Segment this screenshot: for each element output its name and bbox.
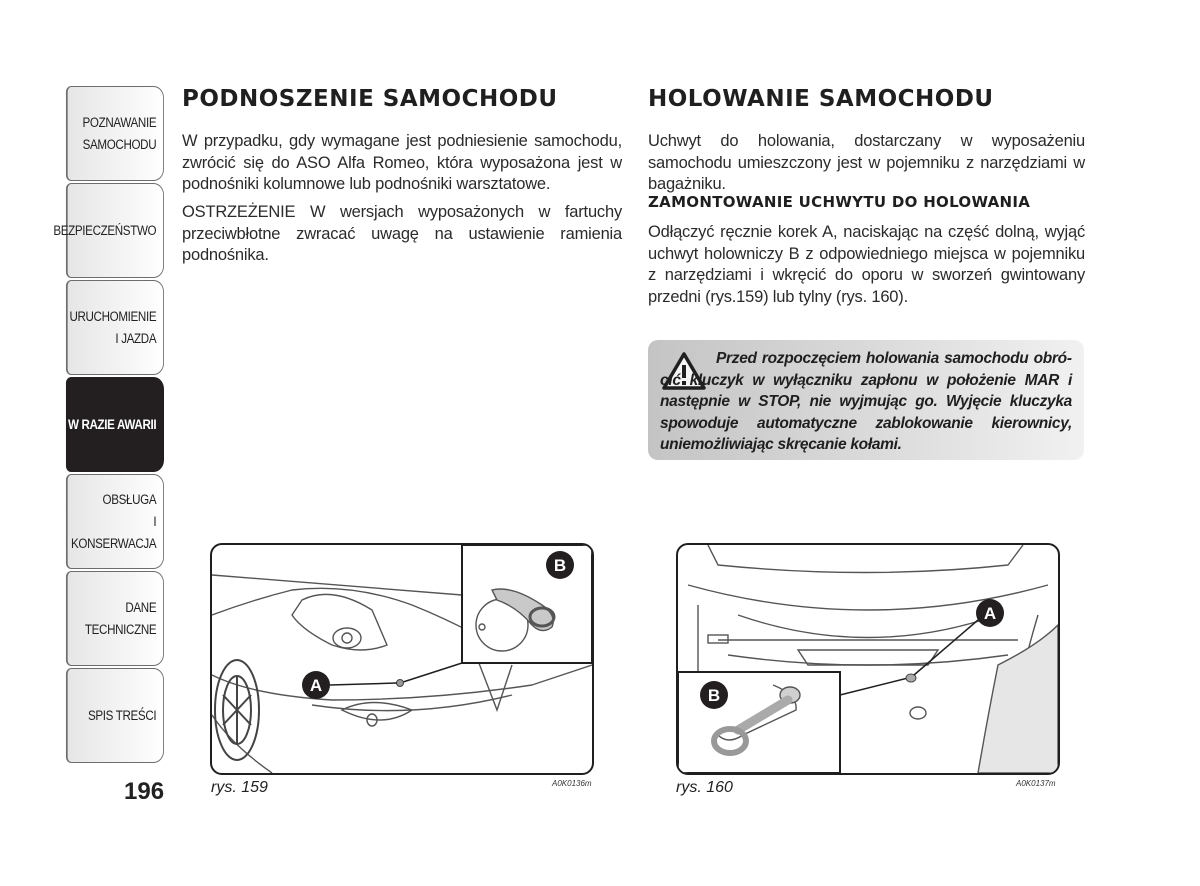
label-b: B: [707, 686, 721, 705]
figure-code-160: A0K0137m: [1016, 779, 1056, 788]
figure-code-159: A0K0136m: [552, 779, 592, 788]
section-title-towing: HOLOWANIE SAMOCHODU: [648, 86, 994, 112]
figure-caption-160: rys. 160: [676, 779, 733, 796]
page-number: 196: [124, 778, 165, 805]
tab-dane-techniczne[interactable]: DANE TECHNICZNE: [66, 571, 164, 666]
label-a: A: [309, 676, 323, 695]
tab-spis-tresci[interactable]: SPIS TREŚCI: [66, 668, 164, 763]
figure-160: [676, 543, 1060, 775]
figure-159: [210, 543, 594, 775]
tab-bezpieczenstwo[interactable]: BEZPIECZEŃSTWO: [66, 183, 164, 278]
rear-bumper-illustration: [678, 545, 1058, 773]
warning-text: Przed rozpoczęciem holowania samochodu obrócić kluczyk w wyłączniku zapłonu w położenie MAR i następnie w STOP, nie wyjmując go. Wyjęcie kluczyka spowoduje automatyczne zablokowanie kierownicy, uniemożliwiając skręcanie kołami.: [660, 350, 1072, 453]
label-b: B: [553, 556, 567, 575]
warning-box: [648, 340, 1084, 460]
paragraph-towing-eye: Odłączyć ręcznie korek A, naciskając na część dolną, wyjąć uchwyt holowniczy B z odpowiedniego miejsca w pojemniku z narzędziami i wkręcić do oporu w sworzeń gwintowany przedni (rys.159) lub tylny (rys. 160).: [648, 223, 1085, 306]
label-a: A: [983, 604, 997, 623]
paragraph-towing: Uchwyt do holowania, dostarczany w wyposażeniu samochodu umieszczony jest w pojemniku z narzędziami w bagażniku.: [648, 132, 1085, 193]
paragraph-lifting-warning: OSTRZEŻENIE W wersjach wyposażonych w fartuchy przeciwbłotne zwracać uwagę na ustawienie ramienia podnośnika.: [182, 203, 622, 264]
subsection-title-towing-eye: ZAMONTOWANIE UCHWYTU DO HOLOWANIA: [648, 193, 1031, 211]
paragraph-lifting: W przypadku, gdy wymagane jest podniesienie samochodu, zwrócić się do ASO Alfa Romeo, która wyposażona jest w podnośniki kolumnowe lub podnośniki warsztatowe.: [182, 132, 622, 193]
tab-w-razie-awarii[interactable]: W RAZIE AWARII: [66, 377, 164, 472]
front-bumper-illustration: [212, 545, 592, 773]
figure-caption-159: rys. 159: [211, 779, 268, 796]
tab-poznawanie-samochodu[interactable]: POZNAWANIE SAMOCHODU: [66, 86, 164, 181]
tab-obsluga-i-konserwacja[interactable]: OBSŁUGA I KONSERWACJA: [66, 474, 164, 569]
tab-uruchomienie-i-jazda[interactable]: URUCHOMIENIE I JAZDA: [66, 280, 164, 375]
section-title-lifting: PODNOSZENIE SAMOCHODU: [182, 86, 558, 112]
